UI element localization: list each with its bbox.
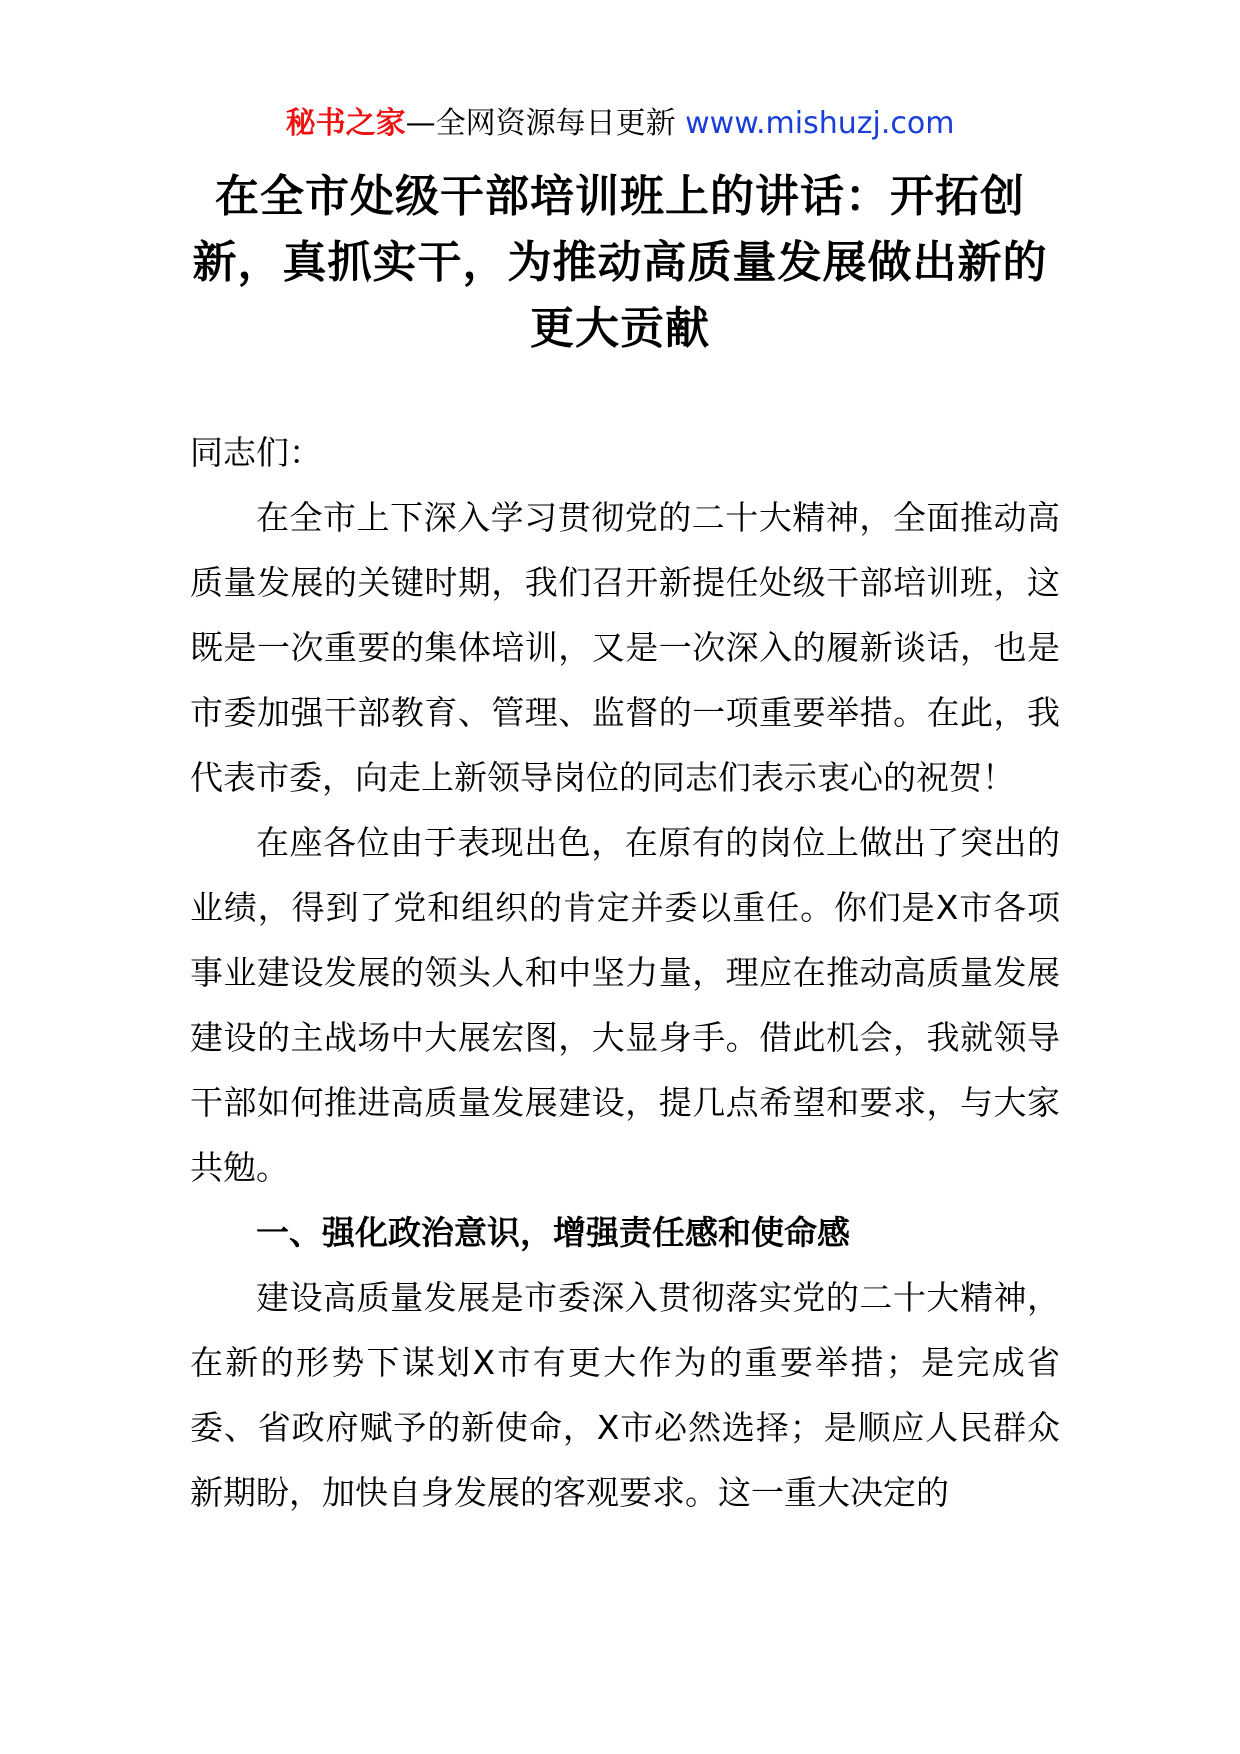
section-heading: 一、强化政治意识，增强责任感和使命感	[256, 1213, 850, 1252]
site-header	[0, 104, 1240, 144]
site-url-link[interactable]: www.mishuzj.com	[685, 106, 955, 141]
document-title: 在全市处级干部培训班上的讲话：开拓创新，真抓实干，为推动高质量发展做出新的更大贡献	[192, 171, 1048, 354]
site-brand: 秘书之家	[285, 106, 406, 141]
paragraph: 在座各位由于表现出色，在原有的岗位上做出了突出的业绩，得到了党和组织的肯定并委以重任。你们是X市各项事业建设发展的领头人和中坚力量，理应在推动高质量发展建设的主战场中大展宏图，大显身手。借此机会，我就领导干部如何推进高质量发展建设，提几点希望和要求，与大家共勉。	[190, 823, 1060, 1187]
salutation: 同志们：	[190, 433, 322, 472]
site-tagline: —全网资源每日更新	[405, 106, 676, 141]
paragraph: 建设高质量发展是市委深入贯彻落实党的二十大精神，在新的形势下谋划X市有更大作为的重要举措；是完成省委、省政府赋予的新使命，X市必然选择；是顺应人民群众新期盼，加快自身发展的客观要求。这一重大决定的	[190, 1278, 1060, 1512]
document-body	[190, 420, 1060, 1525]
paragraph: 在全市上下深入学习贯彻党的二十大精神，全面推动高质量发展的关键时期，我们召开新提任处级干部培训班，这既是一次重要的集体培训，又是一次深入的履新谈话，也是市委加强干部教育、管理、监督的一项重要举措。在此，我代表市委，向走上新领导岗位的同志们表示衷心的祝贺！	[190, 498, 1060, 797]
